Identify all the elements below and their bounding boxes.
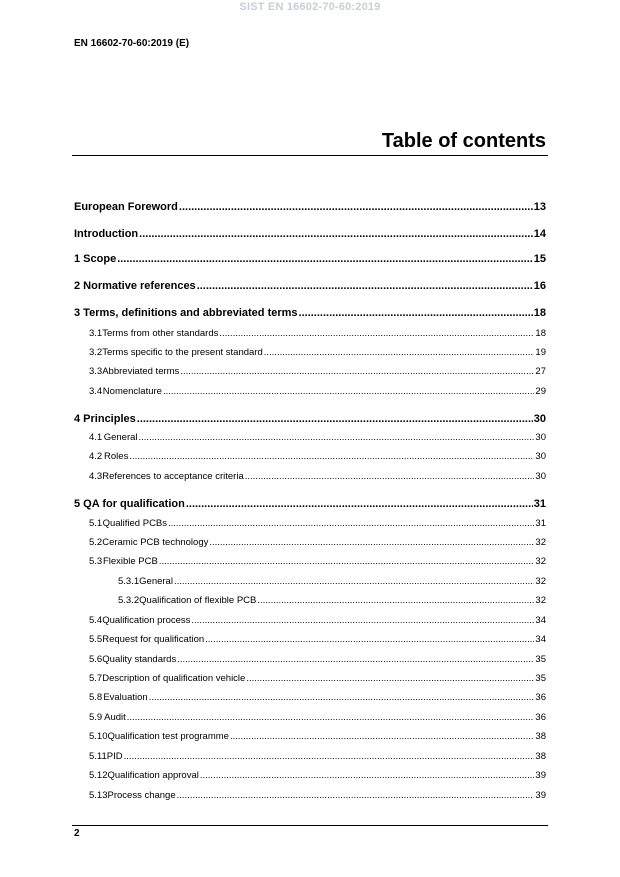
toc-leader-dots [177,654,534,665]
toc-entry-title [103,556,158,567]
toc-entry-page: 30 [535,471,546,482]
toc-leader-dots [180,366,534,377]
toc-entry-page: 27 [535,366,546,377]
toc-entry-label: Qualification process [102,615,191,626]
toc-leader-dots [186,498,533,510]
toc-entry-title [104,451,128,462]
toc-entry-title [102,634,204,645]
toc-entry-label: Abbreviated terms [102,366,180,377]
toc-entry-number: 5.9 [89,712,103,723]
toc-entry-label: 4 Principles [74,413,136,425]
toc-entry[interactable] [89,790,546,801]
toc-leader-dots [117,253,533,265]
toc-entry[interactable] [89,634,546,645]
toc-entry-number: 4.2 [89,451,103,462]
toc-entry-page: 15 [533,253,546,265]
toc-entry-label: Nomenclature [102,386,162,397]
toc-entry-number: 5.6 [89,654,103,665]
toc-entry-number: 5.5 [89,634,103,645]
toc-entry-title [74,498,185,510]
toc-leader-dots [209,537,534,548]
toc-entry-page: 30 [535,451,546,462]
toc-leader-dots [124,751,535,762]
toc-leader-dots [139,228,533,240]
toc-leader-dots [179,201,533,213]
toc-leader-dots [177,790,535,801]
toc-leader-dots [139,432,535,443]
toc-entry-title [102,537,208,548]
toc-leader-dots [264,347,535,358]
toc-entry-page: 38 [535,731,546,742]
toc-entry-number: 5.3 [89,556,103,567]
toc-entry[interactable] [74,228,546,240]
toc-entry-title [103,386,162,397]
toc-entry-page: 32 [535,595,546,606]
toc-entry-label: European Foreword [74,201,178,213]
toc-entry[interactable] [89,770,546,781]
toc-entry[interactable] [74,201,546,213]
toc-entry-page: 31 [533,498,546,510]
toc-entry-page: 29 [535,386,546,397]
toc-entry-label: Terms specific to the present standard [102,347,263,358]
toc-entry-title [102,347,263,358]
toc-entry-number: 3.4 [89,386,103,397]
toc-entry-label: Process change [107,790,176,801]
toc-entry[interactable] [89,432,546,443]
toc-entry-number: 3.2 [89,347,103,358]
toc-entry-number: 3.1 [89,328,103,339]
toc-entry-number: 4.3 [89,471,103,482]
toc-entry-label: Request for qualification [102,634,205,645]
page-title: Table of contents [381,130,546,152]
toc-entry-page: 36 [535,712,546,723]
toc-leader-dots [205,634,534,645]
toc-entry[interactable] [74,307,546,319]
toc-entry[interactable] [74,280,546,292]
toc-entry-title [139,576,173,587]
toc-entry-label: Qualified PCBs [102,518,168,529]
toc-entry[interactable] [89,654,546,665]
toc-entry-title [74,253,116,265]
toc-entry-label: 3 Terms, definitions and abbreviated terms [74,307,298,319]
toc-entry-title [102,328,218,339]
footer-divider [72,825,548,826]
toc-entry[interactable] [89,673,546,684]
toc-entry-title [102,673,245,684]
toc-entry-page: 32 [535,556,546,567]
toc-entry-page: 19 [535,347,546,358]
toc-entry-label: Ceramic PCB technology [102,537,209,548]
toc-entry-page: 34 [535,615,546,626]
toc-entry-label: Terms from other standards [102,328,219,339]
toc-entry[interactable] [89,471,546,482]
toc-leader-dots [257,595,534,606]
toc-entry[interactable] [89,615,546,626]
watermark: SIST EN 16602-70-60:2019 [239,1,381,13]
toc-entry-page: 35 [535,654,546,665]
toc-leader-dots [163,386,534,397]
toc-entry[interactable] [89,751,546,762]
toc-entry-label: 5 QA for qualification [74,498,185,510]
toc-entry-page: 18 [533,307,546,319]
toc-entry-number: 5.3.2 [118,595,140,606]
toc-leader-dots [168,518,534,529]
toc-entry[interactable] [89,347,546,358]
toc-entry[interactable] [89,451,546,462]
toc-entry-title [102,615,190,626]
toc-entry-label: PID [106,751,123,762]
toc-leader-dots [200,770,535,781]
toc-entry-label: Evaluation [103,692,148,703]
toc-entry-title [74,307,298,319]
toc-entry-page: 34 [535,634,546,645]
toc-leader-dots [230,731,534,742]
toc-leader-dots [127,712,535,723]
toc-entry-page: 18 [535,328,546,339]
toc-entry-page: 32 [535,576,546,587]
toc-entry-page: 13 [533,201,546,213]
toc-entry-number: 3.3 [89,366,103,377]
toc-entry[interactable] [74,413,546,425]
toc-entry[interactable] [89,328,546,339]
toc-entry-label: Audit [104,712,126,723]
document-id: EN 16602-70-60:2019 (E) [74,38,190,49]
toc-entry-label: Flexible PCB [102,556,158,567]
toc-entry[interactable] [118,576,546,587]
toc-leader-dots [159,556,535,567]
toc-entry[interactable] [89,366,546,377]
toc-entry-number: 5.2 [89,537,103,548]
toc-leader-dots [219,328,534,339]
toc-entry-title [103,518,167,529]
toc-entry-page: 32 [535,537,546,548]
toc-entry-page: 36 [535,692,546,703]
toc-entry[interactable] [89,692,546,703]
page-number: 2 [74,828,80,839]
toc-entry-label: 1 Scope [74,253,117,265]
toc-entry-label: Description of qualification vehicle [102,673,246,684]
toc-entry-number: 5.3.1 [118,576,140,587]
toc-leader-dots [174,576,534,587]
toc-entry-number: 4.1 [89,432,103,443]
toc-entry-label: Quality standards [102,654,177,665]
toc-leader-dots [245,471,535,482]
toc-leader-dots [129,451,534,462]
toc-entry-page: 38 [535,751,546,762]
toc-entry-title [103,692,147,703]
toc-entry-title [104,712,126,723]
toc-entry-title [108,770,199,781]
toc-entry-label: Roles [104,451,129,462]
toc-entry-title [74,413,136,425]
toc-entry-page: 30 [535,432,546,443]
toc-entry-number: 5.10 [89,731,108,742]
toc-entry-label: 2 Normative references [74,280,196,292]
toc-entry-label: References to acceptance criteria [102,471,244,482]
toc-entry-number: 5.11 [89,751,107,762]
toc-entry-title [139,595,256,606]
toc-entry-label: Qualification of flexible PCB [139,595,257,606]
toc-entry-title [74,280,196,292]
toc-leader-dots [299,307,533,319]
toc-entry-title [108,790,176,801]
toc-leader-dots [149,692,535,703]
toc-leader-dots [246,673,534,684]
toc-entry-page: 30 [533,413,546,425]
toc-entry[interactable] [89,556,546,567]
toc-entry-title [102,471,244,482]
toc-entry-number: 5.13 [89,790,108,801]
toc-entry-page: 16 [533,280,546,292]
toc-entry-number: 5.8 [89,692,103,703]
toc-entry[interactable] [118,595,546,606]
toc-entry[interactable] [89,712,546,723]
toc-entry[interactable] [89,386,546,397]
toc-entry-title [102,654,176,665]
toc-leader-dots [197,280,533,292]
toc-entry-title [102,366,179,377]
toc-entry-title [108,731,229,742]
toc-entry-label: General [139,576,173,587]
title-divider [72,155,548,156]
toc-entry[interactable] [89,518,546,529]
toc-entry-page: 14 [533,228,546,240]
toc-entry-page: 35 [535,673,546,684]
toc-entry-title [107,751,123,762]
toc-entry-label: General [103,432,138,443]
toc-entry-page: 39 [535,790,546,801]
toc-leader-dots [191,615,534,626]
toc-entry-number: 5.7 [89,673,103,684]
toc-entry-label: Introduction [74,228,139,240]
toc-entry[interactable] [89,731,546,742]
toc-entry-number: 5.12 [89,770,108,781]
toc-entry-title [104,432,138,443]
toc-entry-number: 5.4 [89,615,103,626]
toc-entry-label: Qualification test programme [107,731,229,742]
toc-entry-number: 5.1 [89,518,103,529]
toc-entry-page: 39 [535,770,546,781]
toc-leader-dots [137,413,533,425]
toc-entry-label: Qualification approval [107,770,199,781]
toc-entry-title [74,228,138,240]
toc-entry-title [74,201,178,213]
toc-entry[interactable] [74,253,546,265]
toc-entry-page: 31 [535,518,546,529]
toc-entry[interactable] [89,537,546,548]
toc-entry[interactable] [74,498,546,510]
